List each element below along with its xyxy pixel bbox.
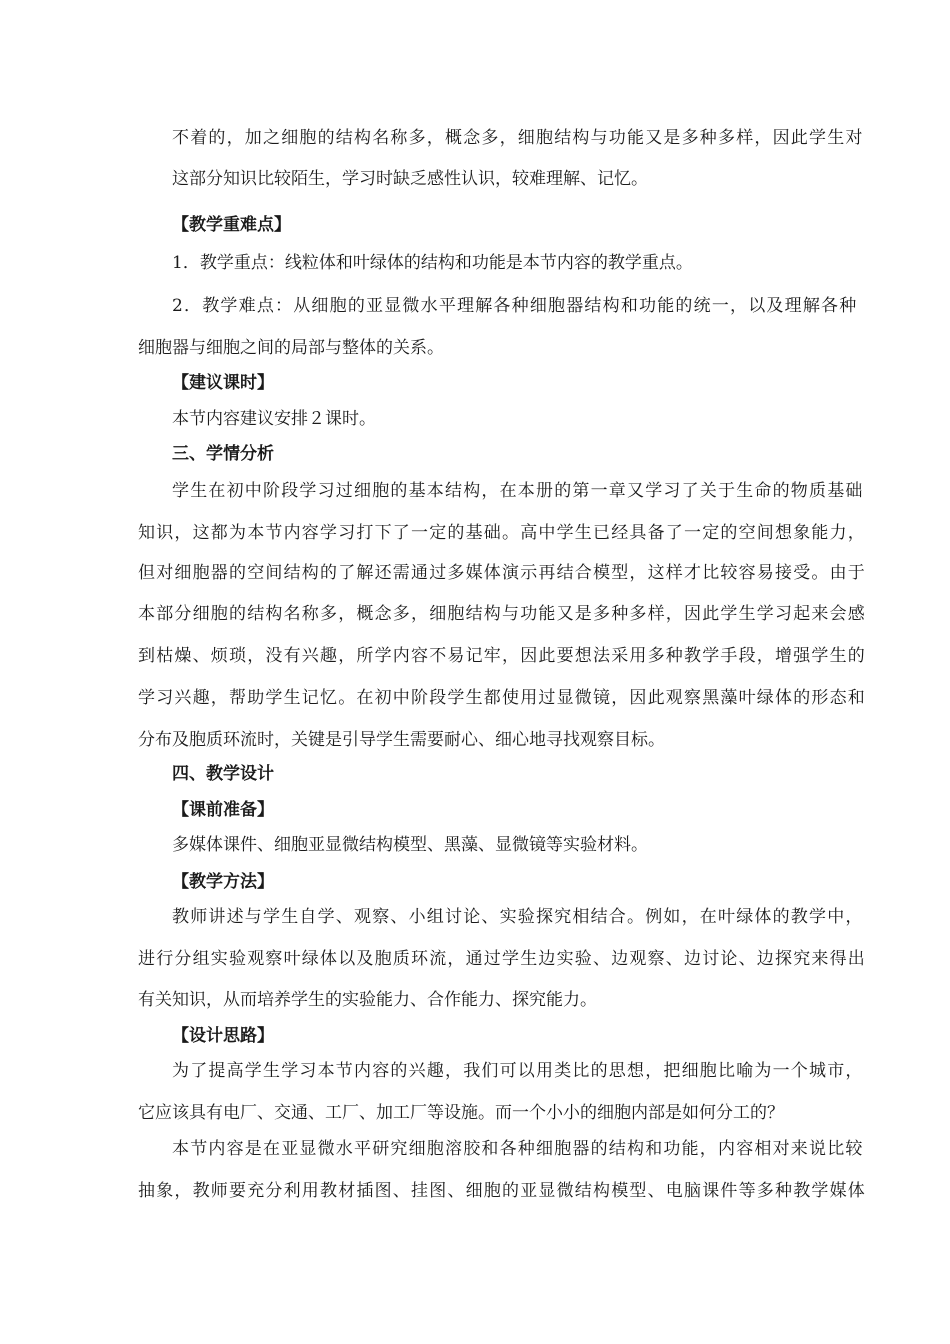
paragraph-line: 1．教学重点：线粒体和叶绿体的结构和功能是本节内容的教学重点。 (172, 253, 693, 273)
paragraph-line: 它应该具有电厂、交通、工厂、加工厂等设施。而一个小小的细胞内部是如何分工的？ (138, 1103, 784, 1123)
paragraph-line: 多媒体课件、细胞亚显微结构模型、黑藻、显微镜等实验材料。 (172, 835, 648, 855)
paragraph-line: 但对细胞器的空间结构的了解还需通过多媒体演示再结合模型，这样才比较容易接受。由于 (138, 563, 866, 583)
paragraph-line: 本节内容建议安排２课时。 (172, 409, 376, 429)
paragraph-line: 2．教学难点：从细胞的亚显微水平理解各种细胞器结构和功能的统一，以及理解各种 (172, 296, 858, 316)
paragraph-line: 抽象，教师要充分利用教材插图、挂图、细胞的亚显微结构模型、电脑课件等多种教学媒体 (138, 1181, 866, 1201)
paragraph-line: 进行分组实验观察叶绿体以及胞质环流，通过学生边实验、边观察、边讨论、边探究来得出 (138, 949, 866, 969)
paragraph-line: 知识，这都为本节内容学习打下了一定的基础。高中学生已经具备了一定的空间想象能力， (138, 523, 866, 543)
paragraph-line: 本部分细胞的结构名称多，概念多，细胞结构与功能又是多种多样，因此学生学习起来会感 (138, 604, 866, 624)
paragraph-line: 本节内容是在亚显微水平研究细胞溶胶和各种细胞器的结构和功能，内容相对来说比较 (172, 1139, 864, 1159)
section-heading: 【教学重难点】 (172, 215, 291, 235)
paragraph-line: 到枯燥、烦琐，没有兴趣，所学内容不易记牢，因此要想法采用多种教学手段，增强学生的 (138, 646, 866, 666)
paragraph-line: 学习兴趣，帮助学生记忆。在初中阶段学生都使用过显微镜，因此观察黑藻叶绿体的形态和 (138, 688, 866, 708)
paragraph-line: 为了提高学生学习本节内容的兴趣，我们可以用类比的思想，把细胞比喻为一个城市， (172, 1061, 864, 1081)
paragraph-line: 有关知识，从而培养学生的实验能力、合作能力、探究能力。 (138, 990, 597, 1010)
section-heading: 【课前准备】 (172, 800, 274, 820)
section-heading: 三、学情分析 (172, 444, 274, 464)
paragraph-line: 细胞器与细胞之间的局部与整体的关系。 (138, 338, 444, 358)
paragraph-line: 分布及胞质环流时，关键是引导学生需要耐心、细心地寻找观察目标。 (138, 730, 665, 750)
section-heading: 【教学方法】 (172, 872, 274, 892)
section-heading: 【设计思路】 (172, 1026, 274, 1046)
section-heading: 【建议课时】 (172, 373, 274, 393)
paragraph-line: 不着的，加之细胞的结构名称多，概念多，细胞结构与功能又是多种多样，因此学生对 (172, 128, 864, 148)
paragraph-line: 学生在初中阶段学习过细胞的基本结构，在本册的第一章又学习了关于生命的物质基础 (172, 481, 864, 501)
paragraph-line: 这部分知识比较陌生，学习时缺乏感性认识，较难理解、记忆。 (172, 169, 648, 189)
paragraph-line: 教师讲述与学生自学、观察、小组讨论、实验探究相结合。例如，在叶绿体的教学中， (172, 907, 864, 927)
section-heading: 四、教学设计 (172, 764, 274, 784)
